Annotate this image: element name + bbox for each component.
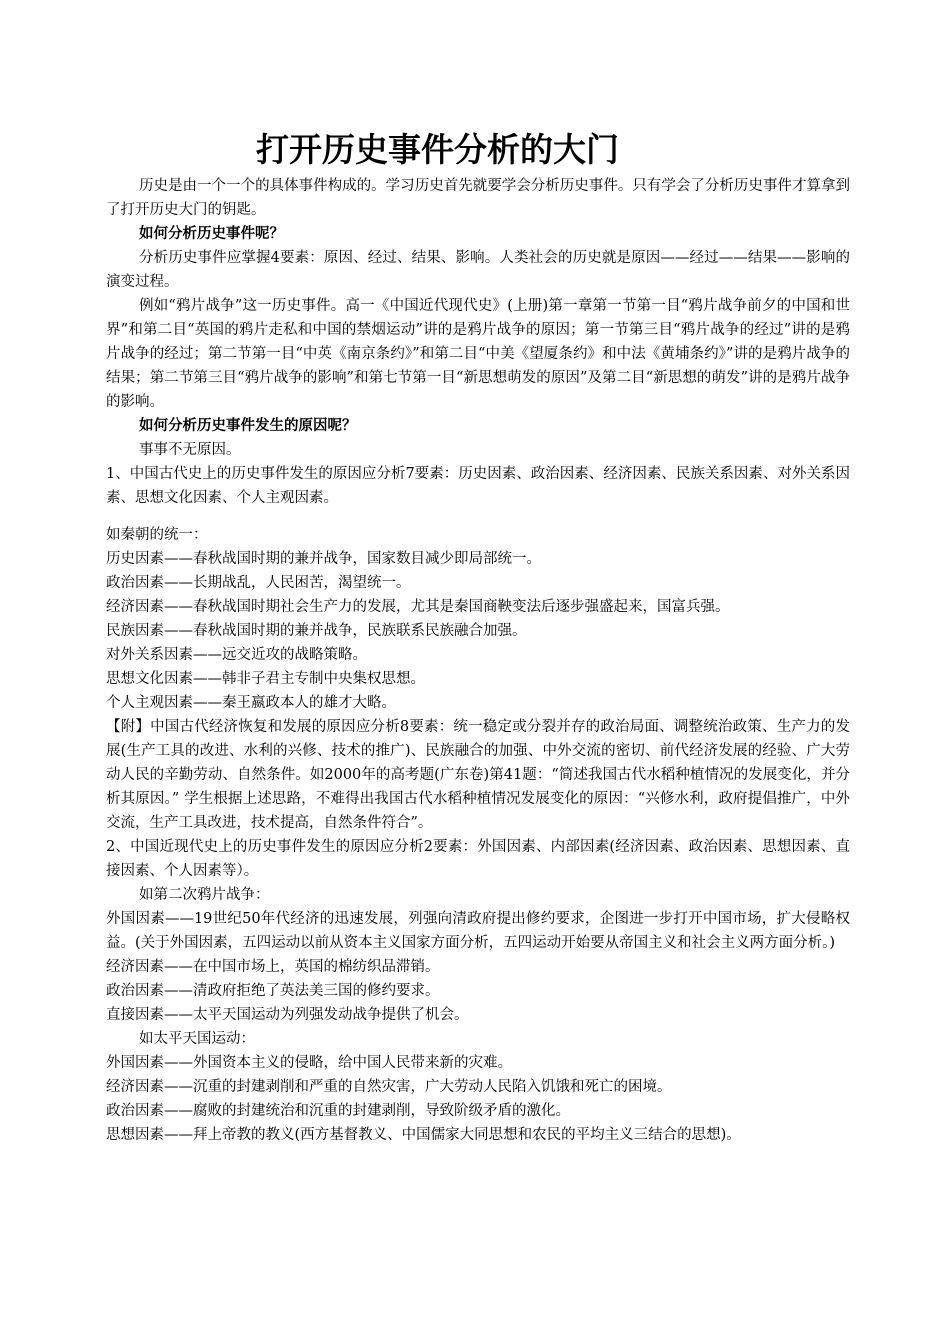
list-item: 经济因素——在中国市场上，英国的棉纺织品滞销。 xyxy=(106,959,440,975)
list-item: 经济因素——春秋战国时期社会生产力的发展，尤其是秦国商鞅变法后逐步强盛起来，国富兵强。 xyxy=(106,599,730,615)
list-item: 民族因素——春秋战国时期的兼并战争，民族联系民族融合加强。 xyxy=(106,623,527,639)
list-item: 政治因素——长期战乱，人民困苦，渴望统一。 xyxy=(106,575,411,591)
paragraph-qin-unification: 如秦朝的统一： xyxy=(106,527,208,543)
list-item: 政治因素——腐败的封建统治和沉重的封建剥削，导致阶级矛盾的激化。 xyxy=(106,1103,570,1119)
paragraph-opium-war-example: 例如“鸦片战争”这一历史事件。高一《中国近代现代史》(上册)第一章第一节第一目“鸦片战争前夕的中国和世界”和第二目“英国的鸦片走私和中国的禁烟运动”讲的是鸦片战争的原因；第一节第三目“鸦片战争的经过”讲的是鸦片战争的经过；第二节第一目“中英《南京条约》”和第二目“中美《望厦条约》和中法《黄埔条约》”讲的是鸦片战争的结果；第二节第三目“鸦片战争的影响”和第七节第一目“新思想萌发的原因”及第二目“新思想的萌发”讲的是鸦片战争的影响。 xyxy=(106,298,850,410)
document-body xyxy=(106,174,850,1147)
list-item: 政治因素——清政府拒绝了英法美三国的修约要求。 xyxy=(106,983,440,999)
paragraph-second-opium-war: 如第二次鸦片战争： xyxy=(139,887,270,903)
list-item: 外国因素——19世纪50年代经济的迅速发展，列强向清政府提出修约要求，企图进一步打开中国市场，扩大侵略权益。(关于外国因素，五四运动以前从资本主义国家方面分析，五四运动开始要从帝国主义和社会主义两方面分析。) xyxy=(106,911,850,951)
list-item: 历史因素——春秋战国时期的兼并战争，国家数目减少即局部统一。 xyxy=(106,551,541,567)
list-item: 对外关系因素——远交近攻的战略策略。 xyxy=(106,647,367,663)
paragraph-appendix: 【附】中国古代经济恢复和发展的原因应分析8要素：统一稳定或分裂并存的政治局面、调整统治政策、生产力的发展(生产工具的改进、水利的兴修、技术的推广)、民族融合的加强、中外交流的密切、前代经济发展的经验、广大劳动人民的辛勤劳动、自然条件。如2000年的高考题(广东卷)第41题：“简述我国古代水稻种植情况的发展变化，并分析其原因。” 学生根据上述思路，不难得出我国古代水稻种植情况发展变化的原因：“兴修水利，政府提倡推广，中外交流，生产工具改进，技术提高，自然条件符合”。 xyxy=(106,719,850,831)
document-title: 打开历史事件分析的大门 xyxy=(256,130,619,169)
list-item: 思想文化因素——韩非子君主专制中央集权思想。 xyxy=(106,671,425,687)
list-item: 思想因素——拜上帝教的教义(西方基督教义、中国儒家大同思想和农民的平均主义三结合的思想)。 xyxy=(106,1127,741,1143)
paragraph-ancient-seven-elements: 1、中国古代史上的历史事件发生的原因应分析7要素：历史因素、政治因素、经济因素、民族关系因素、对外关系因素、思想文化因素、个人主观因素。 xyxy=(106,466,850,506)
heading-how-to-analyze: 如何分析历史事件呢？ xyxy=(139,225,284,242)
list-item: 个人主观因素——秦王嬴政本人的雄才大略。 xyxy=(106,695,396,711)
list-item: 经济因素——沉重的封建剥削和严重的自然灾害，广大劳动人民陷入饥饿和死亡的困境。 xyxy=(106,1079,672,1095)
paragraph-intro: 历史是由一个一个的具体事件构成的。学习历史首先就要学会分析历史事件。只有学会了分析历史事件才算拿到了打开历史大门的钥匙。 xyxy=(106,178,850,218)
heading-analyze-causes: 如何分析历史事件发生的原因呢？ xyxy=(139,417,357,434)
list-item: 直接因素——太平天国运动为列强发动战争提供了机会。 xyxy=(106,1007,469,1023)
list-item: 外国因素——外国资本主义的侵略，给中国人民带来新的灾难。 xyxy=(106,1055,512,1071)
paragraph-taiping: 如太平天国运动： xyxy=(139,1031,255,1047)
paragraph-every-cause: 事事不无原因。 xyxy=(139,442,241,458)
paragraph-modern-two-elements: 2、中国近现代史上的历史事件发生的原因应分析2要素：外国因素、内部因素(经济因素、政治因素、思想因素、直接因素、个人因素等）。 xyxy=(106,839,850,879)
paragraph-four-elements: 分析历史事件应掌握4要素：原因、经过、结果、影响。人类社会的历史就是原因——经过——结果——影响的演变过程。 xyxy=(106,250,850,290)
